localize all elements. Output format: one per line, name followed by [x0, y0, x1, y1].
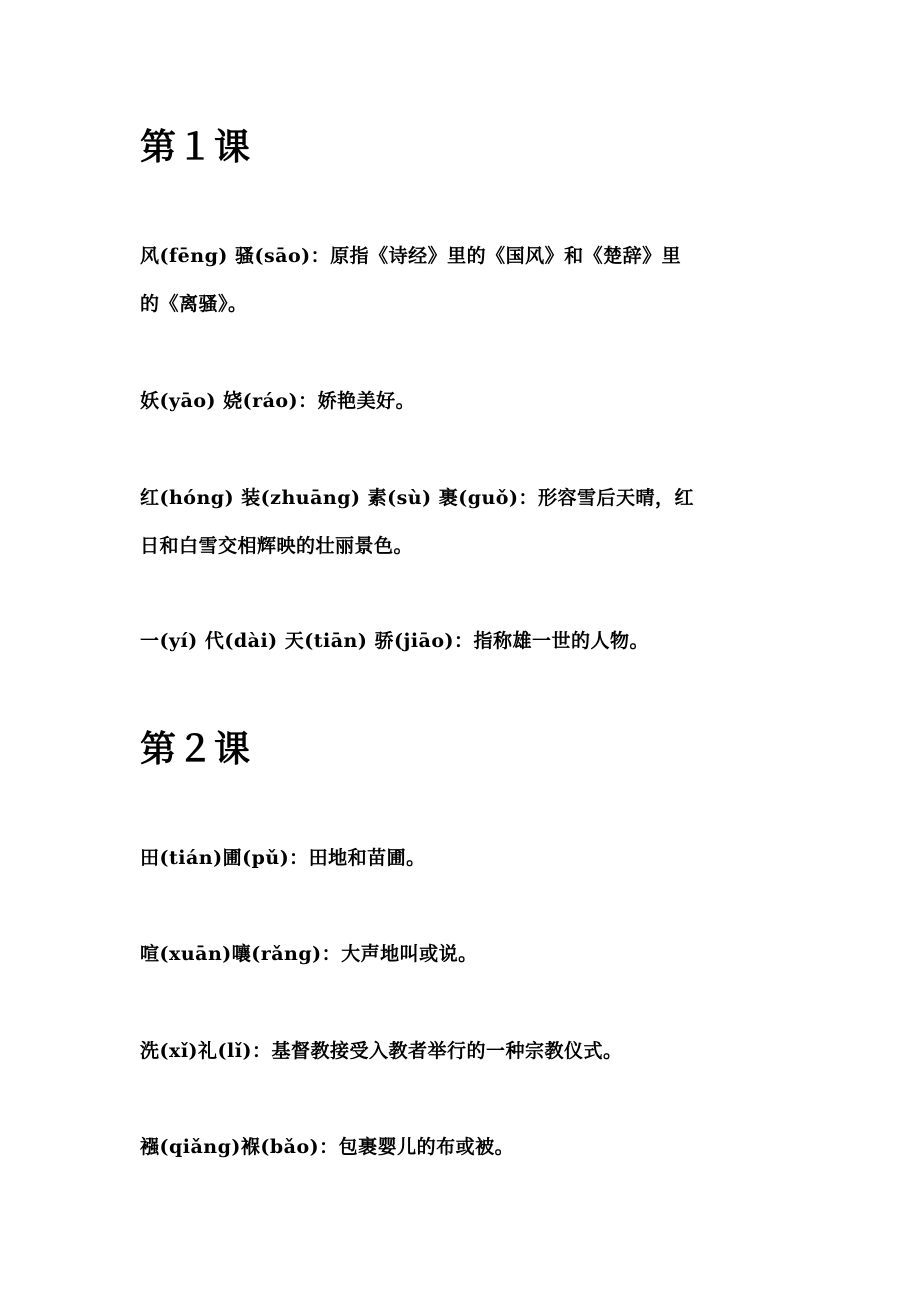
entry-line: 妖(yāo) 娆(ráo)：娇艳美好。: [140, 390, 416, 412]
entry-line: 风(fēng) 骚(sāo)：原指《诗经》里的《国风》和《楚辞》里: [140, 245, 682, 267]
entry-line: 红(hóng) 装(zhuāng) 素(sù) 裹(guǒ)：形容雪后天晴，红: [140, 487, 694, 509]
lesson-1-title: 第１课: [140, 127, 252, 168]
lesson-2-title: 第２课: [140, 729, 252, 770]
entry-line: 一(yí) 代(dài) 天(tiān) 骄(jiāo)：指称雄一世的人物。: [140, 630, 650, 652]
entry-line: 洗(xǐ)礼(lǐ)：基督教接受入教者举行的一种宗教仪式。: [140, 1040, 623, 1062]
entry-line: 襁(qiǎng)褓(bǎo)：包裹婴儿的布或被。: [140, 1136, 515, 1158]
entry-line: 喧(xuān)嚷(rǎng)：大声地叫或说。: [140, 943, 478, 965]
entry-line: 的《离骚》。: [140, 293, 248, 315]
entry-line: 日和白雪交相辉映的壮丽景色。: [140, 535, 414, 557]
entry-line: 田(tián)圃(pǔ)：田地和苗圃。: [140, 847, 426, 869]
